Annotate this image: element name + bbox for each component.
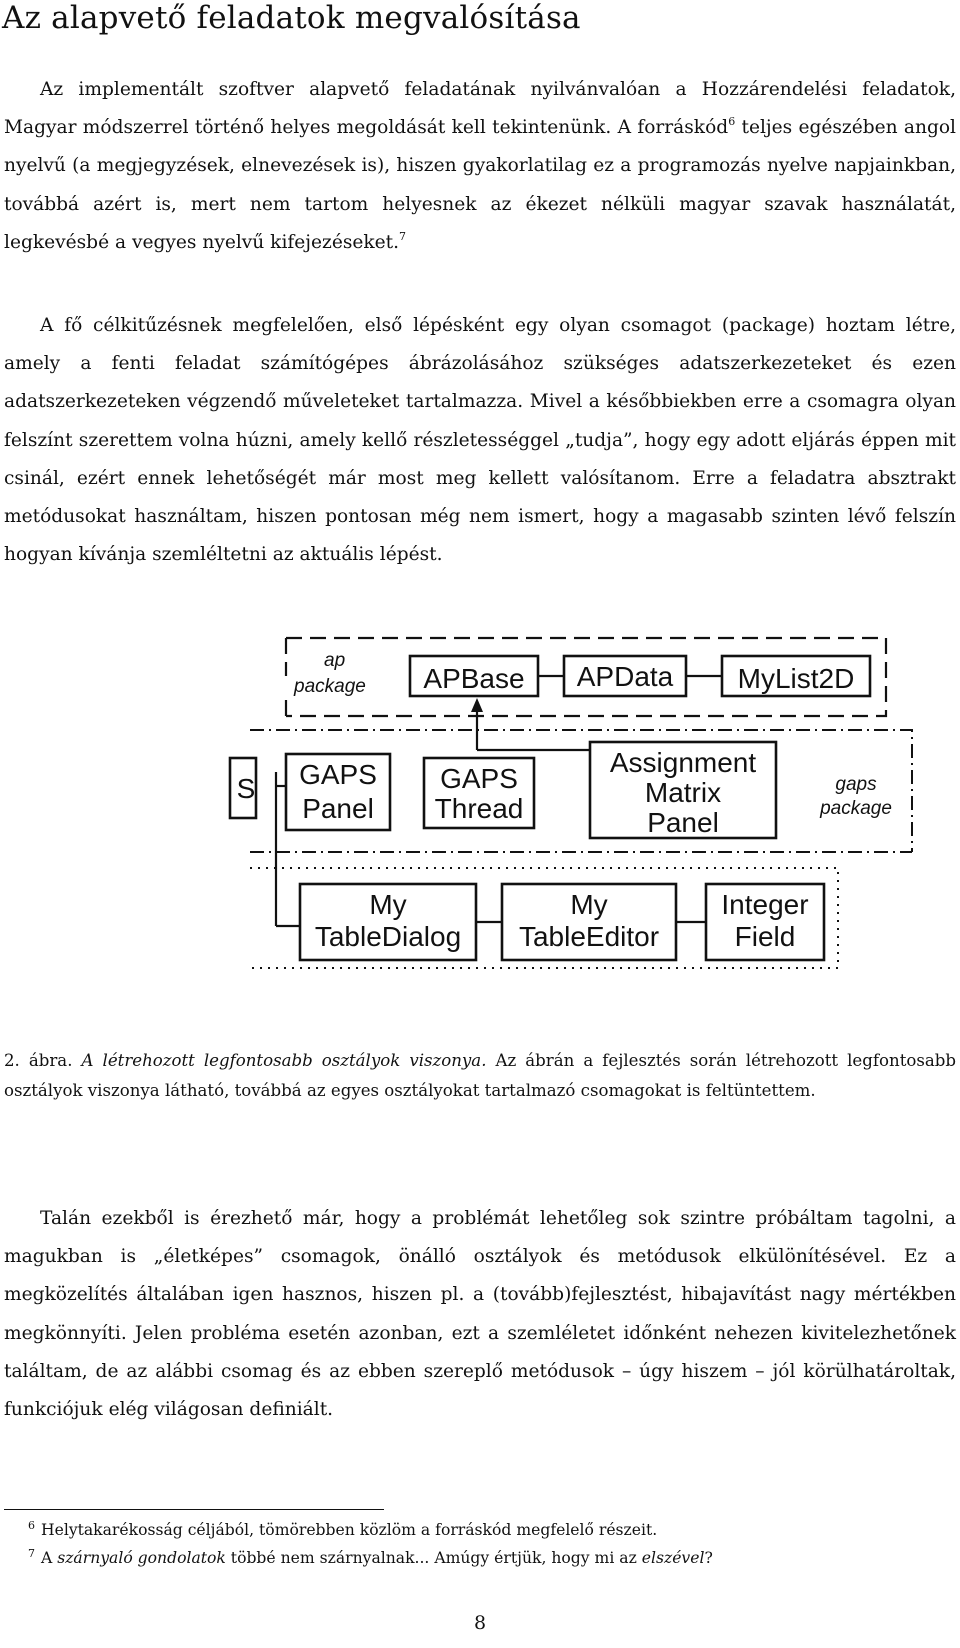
paragraph-1 (4, 71, 956, 262)
footnote-6-text: Helytakarékosság céljából, tömörebben közlöm a forráskód megfelelő részeit. (41, 1521, 658, 1539)
ap-package-label-line1: ap (324, 650, 346, 671)
apbase-label: APBase (423, 663, 525, 694)
ap-package-label-line2: package (294, 676, 366, 697)
paragraph-1-text-b: teljes egészében angol nyelvű (a megjegyzések, elnevezések is), hiszen gyakorlatilag ez a programozás nyelve napjainkban, továbbá azért is, mert nem tartom helyesnek az ékezet nélküli magyar szavak használatát, legkevésbé a vegyes nyelvű kifejezéseket. (4, 117, 957, 253)
my-tabledialog-label-line2: TableDialog (314, 921, 462, 952)
footnote-6 (4, 1513, 956, 1543)
footnote-7-text-c: ? (704, 1549, 713, 1567)
footnote-7-text-a: A (41, 1549, 58, 1567)
inheritance-arrow-icon (471, 698, 483, 712)
footnote-ref-6[interactable]: 6 (728, 115, 736, 129)
caption-text: Az ábrán a fejlesztés során létrehozott legfontosabb osztályok viszonya látható, továbbá az egyes osztályokat tartalmazó csomagokat is feltüntettem. (4, 1051, 957, 1100)
section-heading: Az alapvető feladatok megvalósítása (2, 0, 581, 36)
class-diagram (236, 650, 920, 984)
integer-field-label-line2: Field (734, 921, 796, 952)
cut-off-box-label: S (236, 773, 256, 804)
mylist2d-label: MyList2D (737, 663, 855, 694)
footnote-6-mark: 6 (28, 1519, 35, 1532)
gaps-package-label-line2: package (820, 798, 892, 819)
gaps-panel-label-line2: Panel (302, 793, 374, 824)
paragraph-2: A fő célkitűzésnek megfelelően, első lépésként egy olyan csomagot (package) hoztam létre, amely a fenti feladat számítógépes ábrázolásához szükséges adatszerkezeteket és ezen adatszerkezeteken végzendő műveleteket tartalmazza. Mivel a későbbiekben erre a csomagra olyan felszínt szerettem volna húzni, amely kellő részletességgel „tudja”, hogy egy adott eljárás éppen mit csinál, ezért ennek lehetőségét már most meg kellett valósítanom. Erre a feladatra absztrakt metódusokat használtam, hiszen pontosan még nem ismert, hogy a magasabb szinten lévő felszín hogyan kívánja szemléltetni az aktuális lépést. (4, 315, 956, 566)
assignment-matrix-panel-label-line2: Matrix (644, 777, 722, 808)
caption-title: A létrehozott legfontosabb osztályok viszonya. (81, 1051, 487, 1070)
my-tableeditor-label-line2: TableEditor (518, 921, 660, 952)
footnote-ref-7[interactable]: 7 (399, 229, 407, 243)
my-tableeditor-label-line1: My (570, 889, 608, 920)
footnote-7 (4, 1541, 956, 1571)
footnote-7-mark: 7 (28, 1547, 35, 1560)
figure-caption (4, 1046, 956, 1106)
paragraph-1-text-a: Az implementált szoftver alapvető feladatának nyilvánvalóan a Hozzárendelési feladatok, Magyar módszerrel történő helyes megoldását kell tekintenünk. A forráskód (4, 79, 956, 139)
apdata-label: APData (576, 661, 674, 692)
footnote-7-emphasis-1: szárnyaló gondolatok (57, 1549, 226, 1567)
gaps-thread-label-line1: GAPS (440, 763, 518, 794)
integer-field-label-line1: Integer (721, 889, 809, 920)
assignment-matrix-panel-label-line3: Panel (647, 807, 719, 838)
footnote-7-emphasis-2: elszével (641, 1549, 705, 1567)
gaps-panel-label-line1: GAPS (299, 759, 377, 790)
gaps-thread-label-line2: Thread (434, 793, 524, 824)
page-number: 8 (473, 1612, 487, 1634)
my-tabledialog-label-line1: My (369, 889, 407, 920)
footnote-divider (4, 1509, 384, 1510)
paragraph-3: Talán ezekből is érezhető már, hogy a problémát lehetőleg sok szintre próbáltam tagolni, a magukban is „életképes” csomagok, önálló osztályok és metódusok elkülönítésével. Ez a megközelítés általában igen hasznos, hiszen pl. a (tovább)fejlesztést, hibajavítást nagy mértékben megkönnyíti. Jelen probléma esetén azonban, ezt a szemléletet időnként nehezen kivitelezhetőnek találtam, de az alábbi csomag és az ebben szereplő metódusok – úgy hiszem – jól körülhatároltak, funkciójuk elég világosan definiált. (4, 1208, 956, 1421)
gaps-package-label-line1: gaps (835, 774, 877, 795)
footnote-7-text-b: többé nem szárnyalnak... Amúgy értjük, hogy mi az (225, 1549, 642, 1567)
caption-label: 2. ábra. (4, 1051, 73, 1070)
assignment-matrix-panel-label-line1: Assignment (609, 747, 757, 778)
